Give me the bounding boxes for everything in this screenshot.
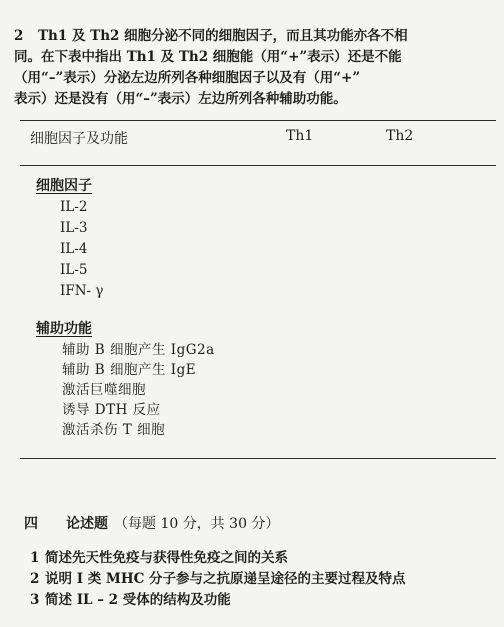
- table-header-th1: Th1: [286, 128, 314, 144]
- function-list: [62, 340, 215, 440]
- function-item: 激活巨噬细胞: [62, 382, 146, 398]
- cytokine-item: IL-4: [60, 241, 88, 257]
- question-2-line-1: 2 Th1 及 Th2 细胞分泌不同的细胞因子，而且其功能亦各不相: [14, 26, 494, 47]
- section-number: 四: [24, 516, 38, 532]
- essay-question-list: [30, 548, 406, 611]
- function-item: 诱导 DTH 反应: [62, 402, 161, 418]
- functions-title: 辅助功能: [36, 321, 92, 337]
- cytokine-item: IFN- γ: [60, 283, 104, 299]
- cytokine-item: IL-2: [60, 199, 88, 215]
- function-item: 辅助 B 细胞产生 IgE: [62, 362, 197, 378]
- table-header-rule: [20, 165, 496, 166]
- function-item: 辅助 B 细胞产生 IgG2a: [62, 342, 215, 358]
- question-2-line-2: 同。在下表中指出 Th1 及 Th2 细胞能（用“+”表示）还是不能: [14, 49, 402, 65]
- cytokine-item: IL-5: [60, 262, 88, 278]
- essay-question: [30, 548, 406, 569]
- section-title: 论述题: [66, 516, 108, 532]
- table-header-item: 细胞因子及功能: [30, 131, 128, 147]
- essay-text: 说明 I 类 MHC 分子参与之抗原递呈途径的主要过程及特点: [45, 571, 406, 587]
- section-4-heading: [24, 513, 279, 533]
- essay-question: [30, 569, 406, 590]
- essay-number: 1: [30, 550, 40, 566]
- section-score: （每题 10 分，共 30 分）: [114, 516, 280, 532]
- function-item: 激活杀伤 T 细胞: [62, 422, 166, 438]
- table-top-rule: [20, 120, 496, 121]
- table-bottom-rule: [20, 458, 496, 459]
- table-header-th2: Th2: [386, 128, 414, 144]
- essay-text: 简述 IL – 2 受体的结构及功能: [45, 592, 231, 608]
- essay-number: 3: [30, 592, 40, 608]
- question-number: 2: [14, 28, 24, 44]
- essay-question: [30, 590, 406, 611]
- cytokines-title: 细胞因子: [36, 178, 92, 194]
- question-2: [14, 26, 494, 110]
- cytokine-item: IL-3: [60, 220, 88, 236]
- essay-number: 2: [30, 571, 40, 587]
- question-2-line-4: 表示）还是没有（用“–”表示）左边所列各种辅助功能。: [14, 91, 347, 107]
- question-2-line-3: （用“–”表示）分泌左边所列各种细胞因子以及有（用“+”: [14, 70, 361, 86]
- cytokine-list: [60, 197, 103, 302]
- essay-text: 简述先天性免疫与获得性免疫之间的关系: [45, 550, 288, 566]
